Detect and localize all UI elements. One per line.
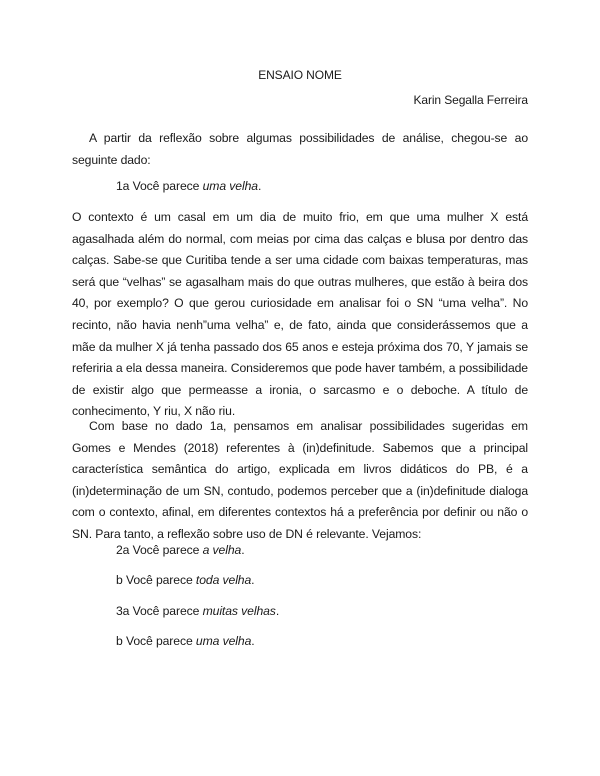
document-title: ENSAIO NOME (258, 68, 342, 82)
paragraph-intro: A partir da reflexão sobre algumas possibilidades de análise, chegou-se ao seguinte dado: (72, 131, 528, 167)
example-italic: toda velha (195, 573, 252, 587)
paragraph-context: O contexto é um casal em um dia de muito frio, em que uma mulher X está agasalhada além do normal, com meias por cima das calças e blusa por dentro das calças. Sabe-se que Curitiba tende a ser uma cidade com baixas temperaturas, mas será que “velhas” se agasalham mais do que outras mulheres, que estão à beira dos 40, por exemplo? O que gerou curiosidade em analisar foi o SN “uma velha”. No recinto, não havia nenh”uma velha” e, de fato, ainda que considerássemos que a mãe da mulher X já tenha passado dos 65 anos e esteja próxima dos 70, Y jamais se referiria a ela dessa maneira. Consideremos que pode haver também, a possibilidade de existir algo que permeasse a ironia, o sarcasmo e o deboche. A título de conhecimento, Y riu, X não riu. (72, 210, 528, 419)
example-suffix: . (251, 573, 255, 587)
example-1a (116, 179, 261, 193)
example-italic: muitas velhas (202, 604, 276, 618)
example-suffix: . (241, 543, 245, 557)
example-italic: a velha (202, 543, 242, 557)
example-prefix: 3a Você parece (116, 604, 203, 618)
example-3a (116, 604, 279, 618)
example-suffix: . (251, 634, 255, 648)
example-3b (116, 634, 255, 648)
author-name: Karin Segalla Ferreira (413, 93, 528, 107)
example-prefix: b Você parece (116, 634, 196, 648)
example-2a (116, 543, 245, 557)
example-prefix: 2a Você parece (116, 543, 203, 557)
example-prefix: 1a Você parece (116, 179, 203, 193)
example-2b (116, 573, 254, 587)
example-suffix: . (275, 604, 280, 618)
example-suffix: . (257, 179, 262, 193)
example-italic: uma velha (195, 634, 252, 648)
example-italic: uma velha (202, 179, 258, 193)
paragraph-analysis: Com base no dado 1a, pensamos em analisar possibilidades sugeridas em Gomes e Mendes (2018) referentes à (in)definitude. Sabemos que a principal característica semântica do artigo, explicada em livros didáticos do PB, é a (in)determinação de um SN, contudo, podemos perceber que a (in)definitude dialoga com o contexto, afinal, em diferentes contextos há a preferência por definir ou não o SN. Para tanto, a reflexão sobre uso de DN é relevante. Vejamos: (72, 419, 528, 541)
example-prefix: b Você parece (116, 573, 196, 587)
